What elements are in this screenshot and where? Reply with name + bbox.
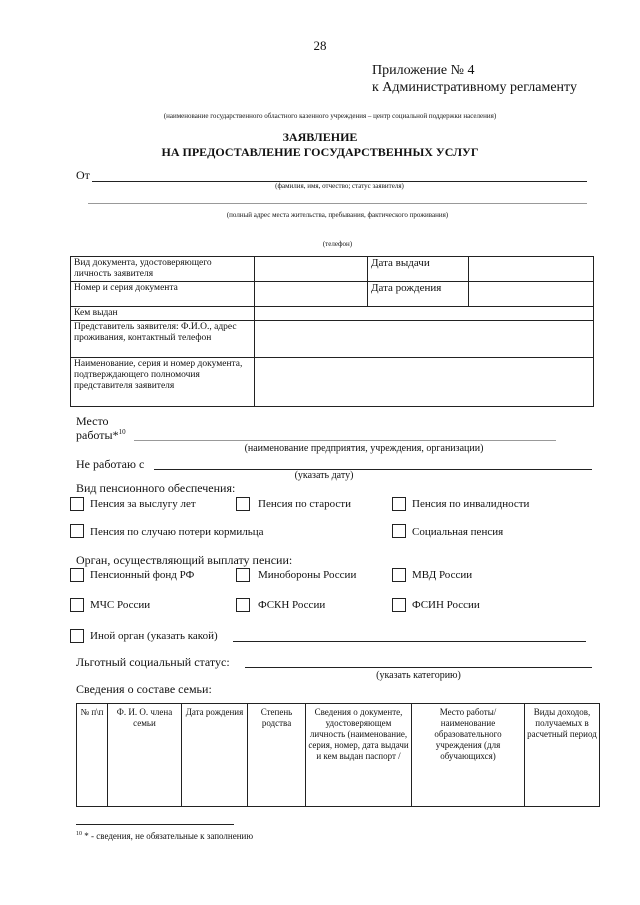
payer-other-field[interactable] [233,641,586,642]
rep-document-label: Наименование, серия и номер документа, подтверждающего полномочия представителя заявителя [71,358,255,407]
payer-fskn-checkbox[interactable] [236,598,250,612]
annex-heading [372,62,577,96]
page-number: 28 [313,38,327,53]
pension-social-label: Социальная пенсия [412,526,504,538]
payer-mod-checkbox[interactable] [236,568,250,582]
payer-mvd-checkbox[interactable] [392,568,406,582]
annex-line-2: к Административному регламенту [372,80,577,95]
not-working-label: Не работаю с [76,457,145,471]
workplace-label-1: Место [76,414,109,428]
family-col-document: Сведения о документе, удостоверяющем личность (наименование, серия, номер, дата выдачи и кем выдан паспорт / [306,704,412,807]
family-col-birth: Дата рождения [182,704,248,807]
payer-pfr-checkbox[interactable] [70,568,84,582]
address-hint: (полный адрес места жительства, пребывания, фактического проживания) [226,211,449,219]
workplace-field[interactable] [134,440,556,441]
doc-type-input[interactable] [255,257,368,282]
payer-mchs-checkbox[interactable] [70,598,84,612]
applicant-name-hint: (фамилия, имя, отчество; статус заявителя) [275,182,404,190]
rep-document-input[interactable] [255,358,594,407]
pension-survivor-checkbox[interactable] [70,524,84,538]
payer-mvd-label: МВД России [412,569,473,581]
payer-fsin-label: ФСИН России [412,599,480,611]
doc-number-label: Номер и серия документа [71,282,255,307]
family-heading: Сведения о составе семьи: [76,682,212,696]
payer-fsin-checkbox[interactable] [392,598,406,612]
pension-seniority-label: Пенсия за выслугу лет [90,498,196,510]
family-col-number: № п\п [77,704,108,807]
institution-hint: (наименование государственного областного казенного учреждения – центр социальной поддержки населения) [163,112,497,120]
social-status-label: Льготный социальный статус: [76,655,230,669]
social-status-field[interactable] [245,667,592,668]
annex-line-1: Приложение № 4 [372,63,475,78]
payer-fskn-label: ФСКН России [258,599,326,611]
footnote [76,831,253,841]
issue-date-label: Дата выдачи [368,257,469,282]
issue-date-input[interactable] [469,257,594,282]
pension-disability-checkbox[interactable] [392,497,406,511]
representative-input[interactable] [255,321,594,358]
footnote-separator [76,824,234,825]
payer-heading: Орган, осуществляющий выплату пенсии: [76,553,293,567]
issued-by-label: Кем выдан [71,307,255,321]
pension-seniority-checkbox[interactable] [70,497,84,511]
form-title-line-2: НА ПРЕДОСТАВЛЕНИЕ ГОСУДАРСТВЕННЫХ УСЛУГ [161,145,479,159]
family-col-work: Место работы/ наименование образовательного учреждения (для обучающихся) [412,704,525,807]
pension-survivor-label: Пенсия по случаю потери кормильца [90,526,264,538]
footnote-ref: 10 [118,428,126,436]
workplace-label-2: работы*$^{10}$ [76,428,126,442]
pension-social-checkbox[interactable] [392,524,406,538]
not-working-hint: (указать дату) [294,470,354,481]
issued-by-input[interactable] [255,307,594,321]
applicant-info-table [70,256,594,407]
family-col-income: Виды доходов, получаемых в расчетный период [525,704,600,807]
family-col-relation: Степень родства [248,704,306,807]
family-table [76,703,600,807]
form-title-line-1: ЗАЯВЛЕНИЕ [282,130,358,144]
phone-hint: (телефон) [322,240,353,248]
doc-type-label: Вид документа, удостоверяющего личность заявителя [71,257,255,282]
doc-number-input[interactable] [255,282,368,307]
birth-date-input[interactable] [469,282,594,307]
pension-old-age-checkbox[interactable] [236,497,250,511]
address-field[interactable] [88,203,587,204]
pension-type-heading: Вид пенсионного обеспечения: [76,481,236,495]
from-label: От [76,168,90,182]
pension-disability-label: Пенсия по инвалидности [412,498,530,510]
birth-date-label: Дата рождения [368,282,469,307]
payer-pfr-label: Пенсионный фонд РФ [90,569,195,581]
workplace-hint: (наименование предприятия, учреждения, организации) [244,443,484,454]
payer-mchs-label: МЧС России [90,599,151,611]
representative-label: Представитель заявителя: Ф.И.О., адрес проживания, контактный телефон [71,321,255,358]
payer-mod-label: Минобороны России [258,569,357,581]
social-status-hint: (указать категорию) [376,670,461,681]
payer-other-label: Иной орган (указать какой) [90,630,218,642]
pension-old-age-label: Пенсия по старости [258,498,351,510]
footnote-number: 10 [76,831,82,837]
footnote-text: * - сведения, не обязательные к заполнению [84,831,254,841]
family-col-name: Ф. И. О. члена семьи [108,704,182,807]
payer-other-checkbox[interactable] [70,629,84,643]
